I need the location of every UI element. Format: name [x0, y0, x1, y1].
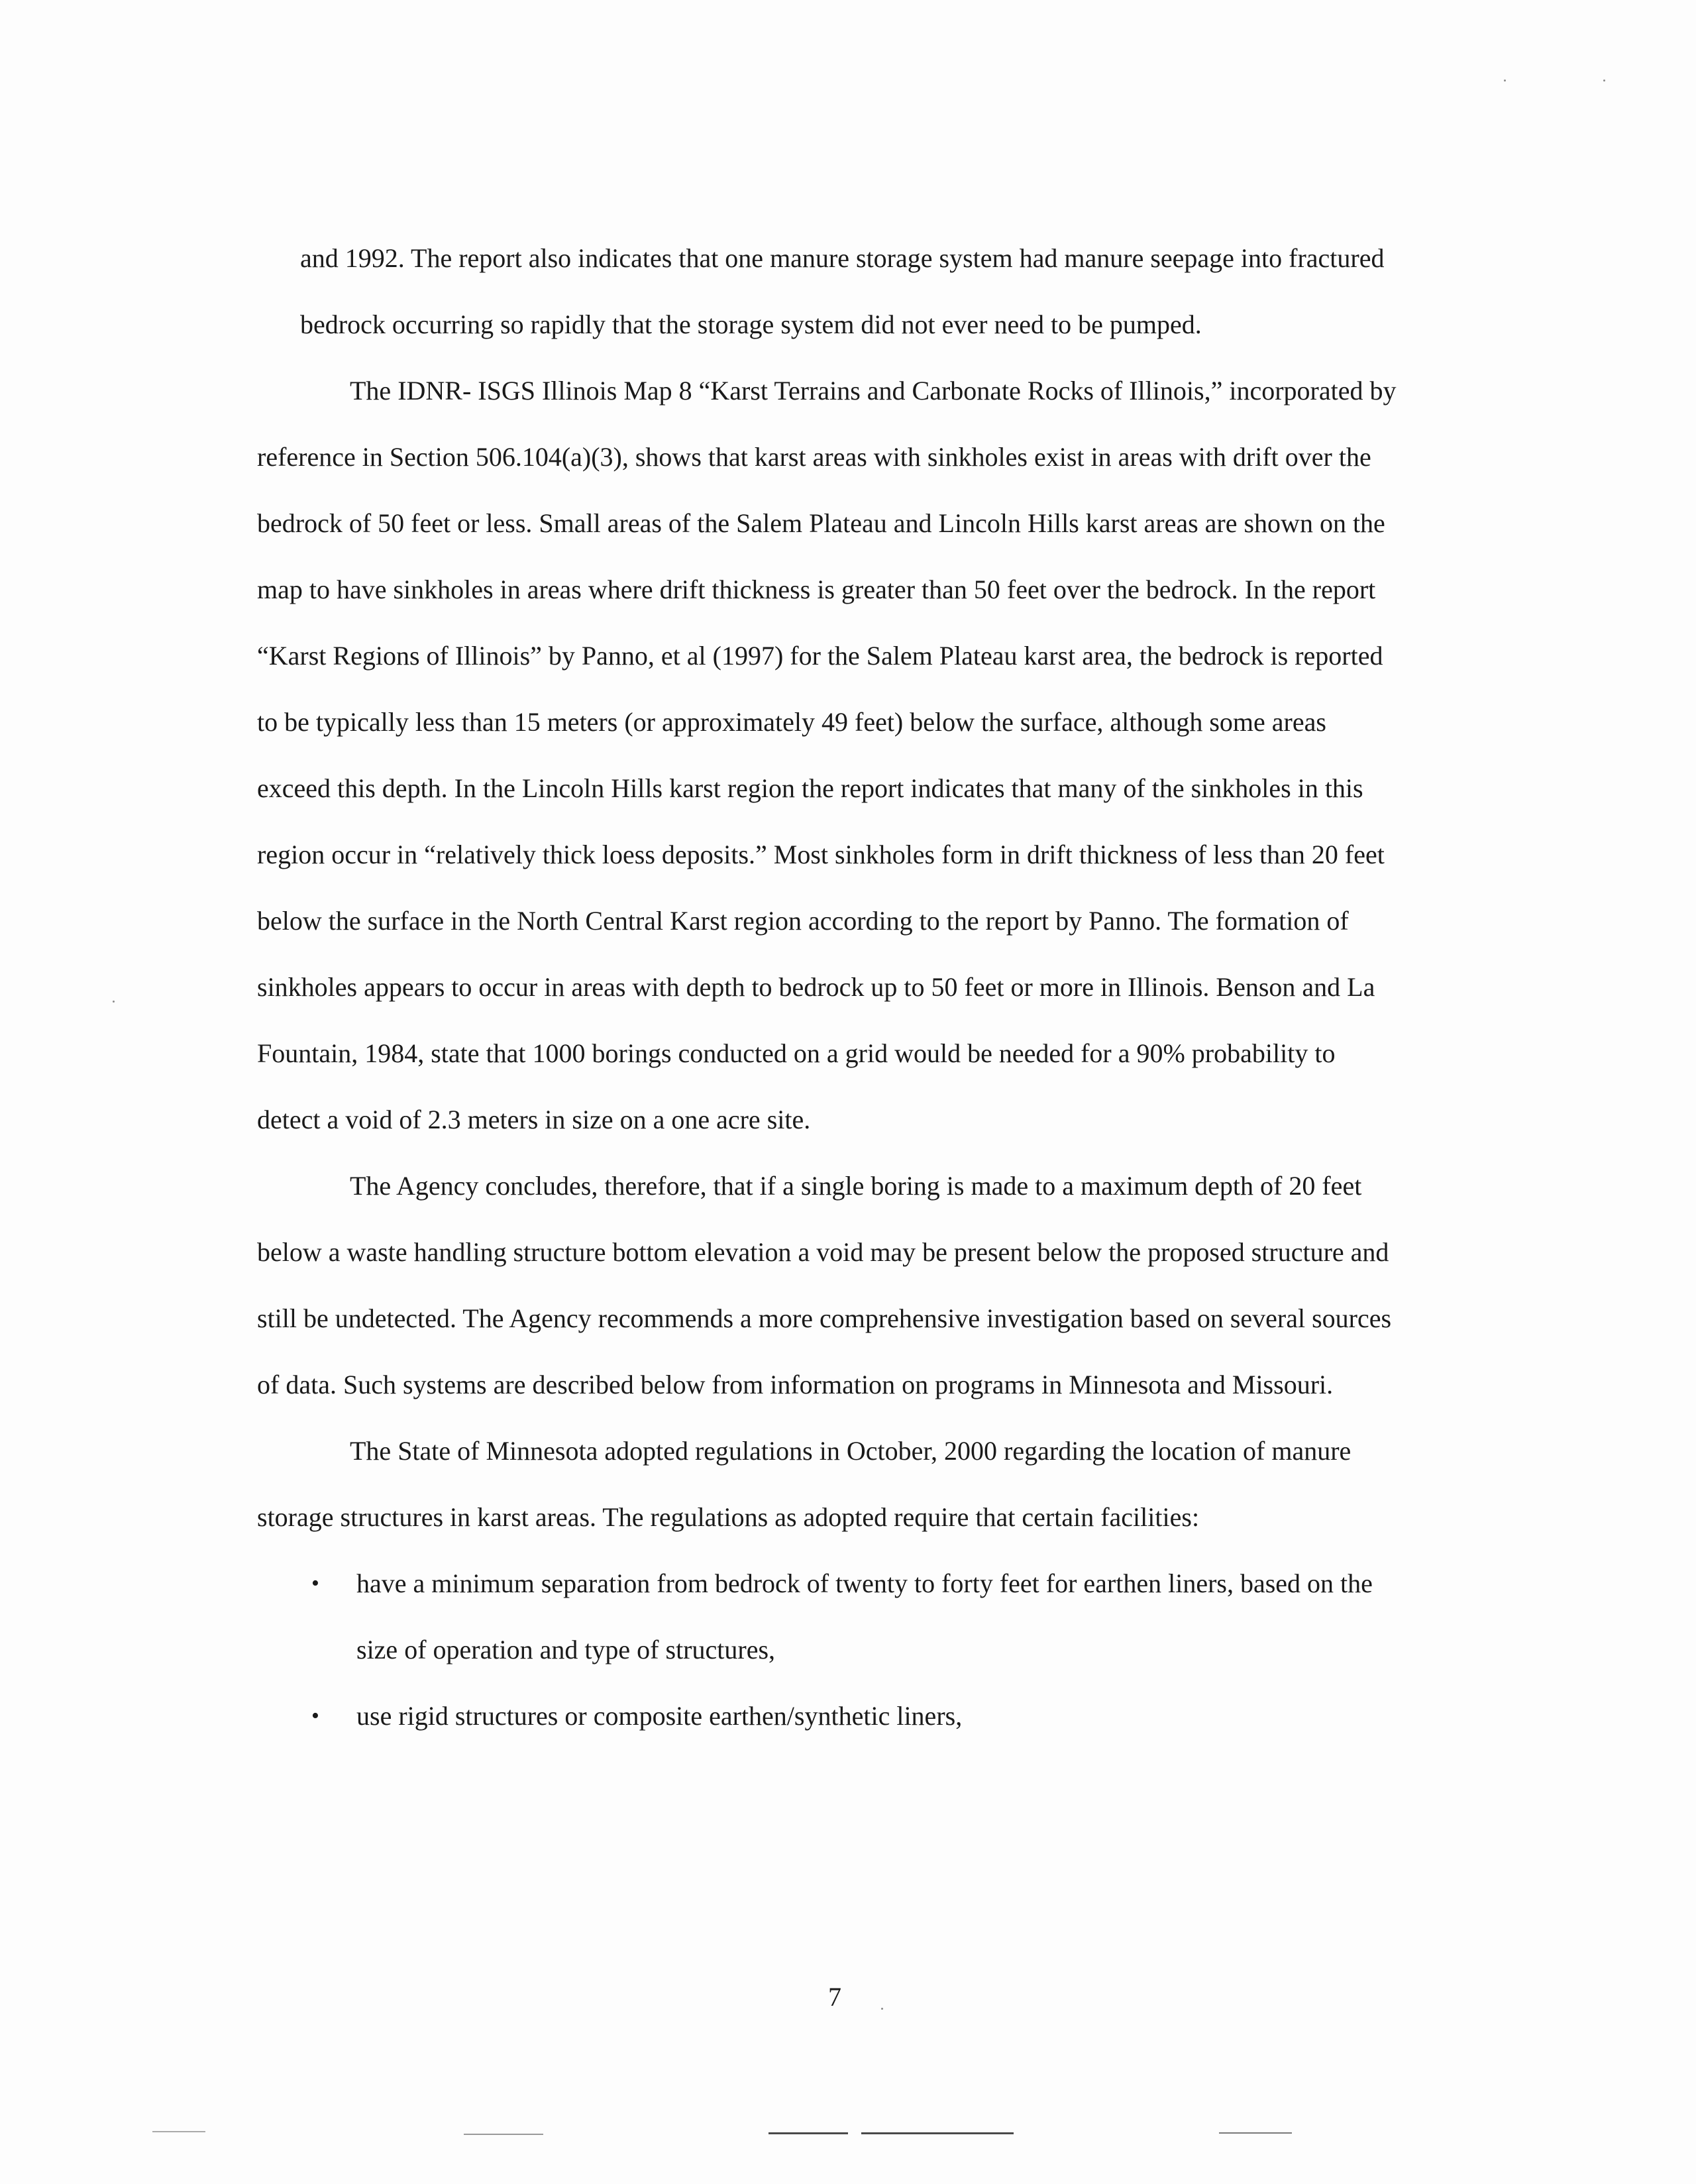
- paragraph-1: and 1992. The report also indicates that one manure storage system had manure seepage into fractured bedrock occurring so rapidly that the storage system did not ever need to be pumped.: [300, 243, 1385, 339]
- list-item-text: have a minimum separation from bedrock of twenty to forty feet for earthen liners, based on the size of operation and type of structures,: [356, 1568, 1373, 1665]
- list-item: [257, 1551, 1397, 1683]
- list-item: [257, 1683, 1397, 1749]
- scan-artifact: [861, 2132, 1014, 2134]
- page-number: 7: [828, 1982, 841, 2012]
- scan-speck: [113, 1001, 115, 1003]
- scan-speck: [881, 2008, 883, 2010]
- paragraph-4: The State of Minnesota adopted regulations in October, 2000 regarding the location of manure storage structures in karst areas. The regulations as adopted require that certain facilities:: [257, 1436, 1352, 1532]
- scan-speck: [1504, 80, 1506, 82]
- body-text: [257, 225, 1397, 1749]
- requirements-list: [257, 1551, 1397, 1749]
- scan-artifact: [1219, 2132, 1292, 2134]
- paragraph-2: The IDNR- ISGS Illinois Map 8 “Karst Terrains and Carbonate Rocks of Illinois,” incorporated by reference in Section 506.104(a)(3), shows that karst areas with sinkholes exist in areas with drift over the bedrock of 50 feet or less. Small areas of the Salem Plateau and Lincoln Hills karst areas are shown on the map to have sinkholes in areas where drift thickness is greater than 50 feet over the bedrock. In the report “Karst Regions of Illinois” by Panno, et al (1997) for the Salem Plateau karst area, the bedrock is reported to be typically less than 15 meters (or approximately 49 feet) below the surface, although some areas exceed this depth. In the Lincoln Hills karst region the report indicates that many of the sinkholes in this region occur in “relatively thick loess deposits.” Most sinkholes form in drift thickness of less than 20 feet below the surface in the North Central Karst region according to the report by Panno. The formation of sinkholes appears to occur in areas with depth to bedrock up to 50 feet or more in Illinois. Benson and La Fountain, 1984, state that 1000 borings conducted on a grid would be needed for a 90% probability to detect a void of 2.3 meters in size on a one acre site.: [257, 376, 1397, 1134]
- scan-artifact: [464, 2134, 543, 2135]
- scan-speck: [1603, 80, 1605, 82]
- list-item-text: use rigid structures or composite earthen/synthetic liners,: [356, 1701, 963, 1731]
- paragraph-3: The Agency concludes, therefore, that if a single boring is made to a maximum depth of 20 feet below a waste handling structure bottom elevation a void may be present below the proposed structure and still be undetected. The Agency recommends a more comprehensive investigation based on several sources of data. Such systems are described below from information on programs in Minnesota and Missouri.: [257, 1171, 1392, 1399]
- scan-artifact: [152, 2131, 205, 2132]
- scan-artifact: [768, 2132, 848, 2134]
- bullet-icon: •: [311, 1704, 319, 1728]
- bullet-icon: •: [311, 1571, 319, 1596]
